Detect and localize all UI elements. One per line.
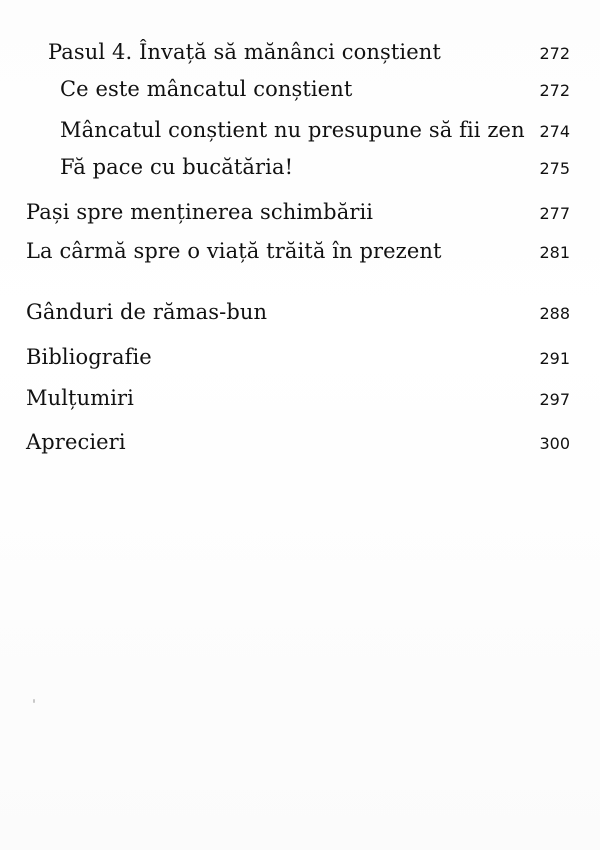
toc-entry-title: Bibliografie [26, 345, 152, 369]
toc-entry [26, 430, 570, 464]
toc-entry-title: La cârmă spre o viață trăită în prezent [26, 239, 442, 263]
toc-entry [26, 345, 570, 379]
toc-entry [26, 300, 570, 334]
toc-entry [26, 239, 570, 273]
toc-entry-title: Pasul 4. Învață să mănânci conștient [48, 40, 441, 64]
toc-entry-page: 275 [539, 159, 570, 178]
toc-entry-title: Gânduri de rămas-bun [26, 300, 268, 324]
toc-entry-page: 277 [539, 204, 570, 223]
toc-entry-title: Ce este mâncatul conștient [60, 77, 353, 101]
toc-entry-page: 297 [539, 390, 570, 409]
toc-entry-title: Fă pace cu bucătăria! [60, 155, 294, 179]
toc-entry [60, 155, 570, 189]
toc-entry [26, 386, 570, 420]
toc-entry-page: 281 [539, 243, 570, 262]
toc-entry-page: 300 [539, 434, 570, 453]
toc-entry-title: Pași spre menținerea schimbării [26, 200, 374, 224]
toc-entry-page: 272 [539, 81, 570, 100]
toc-entry-title: Mâncatul conștient nu presupune să fii zen [60, 118, 525, 142]
toc-entry [48, 40, 570, 74]
toc-entry-title: Mulțumiri [26, 386, 134, 410]
toc-entry [26, 200, 570, 234]
toc-entry-title: Aprecieri [26, 430, 126, 454]
toc-entry [60, 118, 570, 152]
toc-entry-page: 274 [539, 122, 570, 141]
toc-entry-page: 272 [539, 44, 570, 63]
toc-entry [60, 77, 570, 111]
paper-speck [33, 699, 35, 703]
toc-entry-page: 288 [539, 304, 570, 323]
toc-entry-page: 291 [539, 349, 570, 368]
